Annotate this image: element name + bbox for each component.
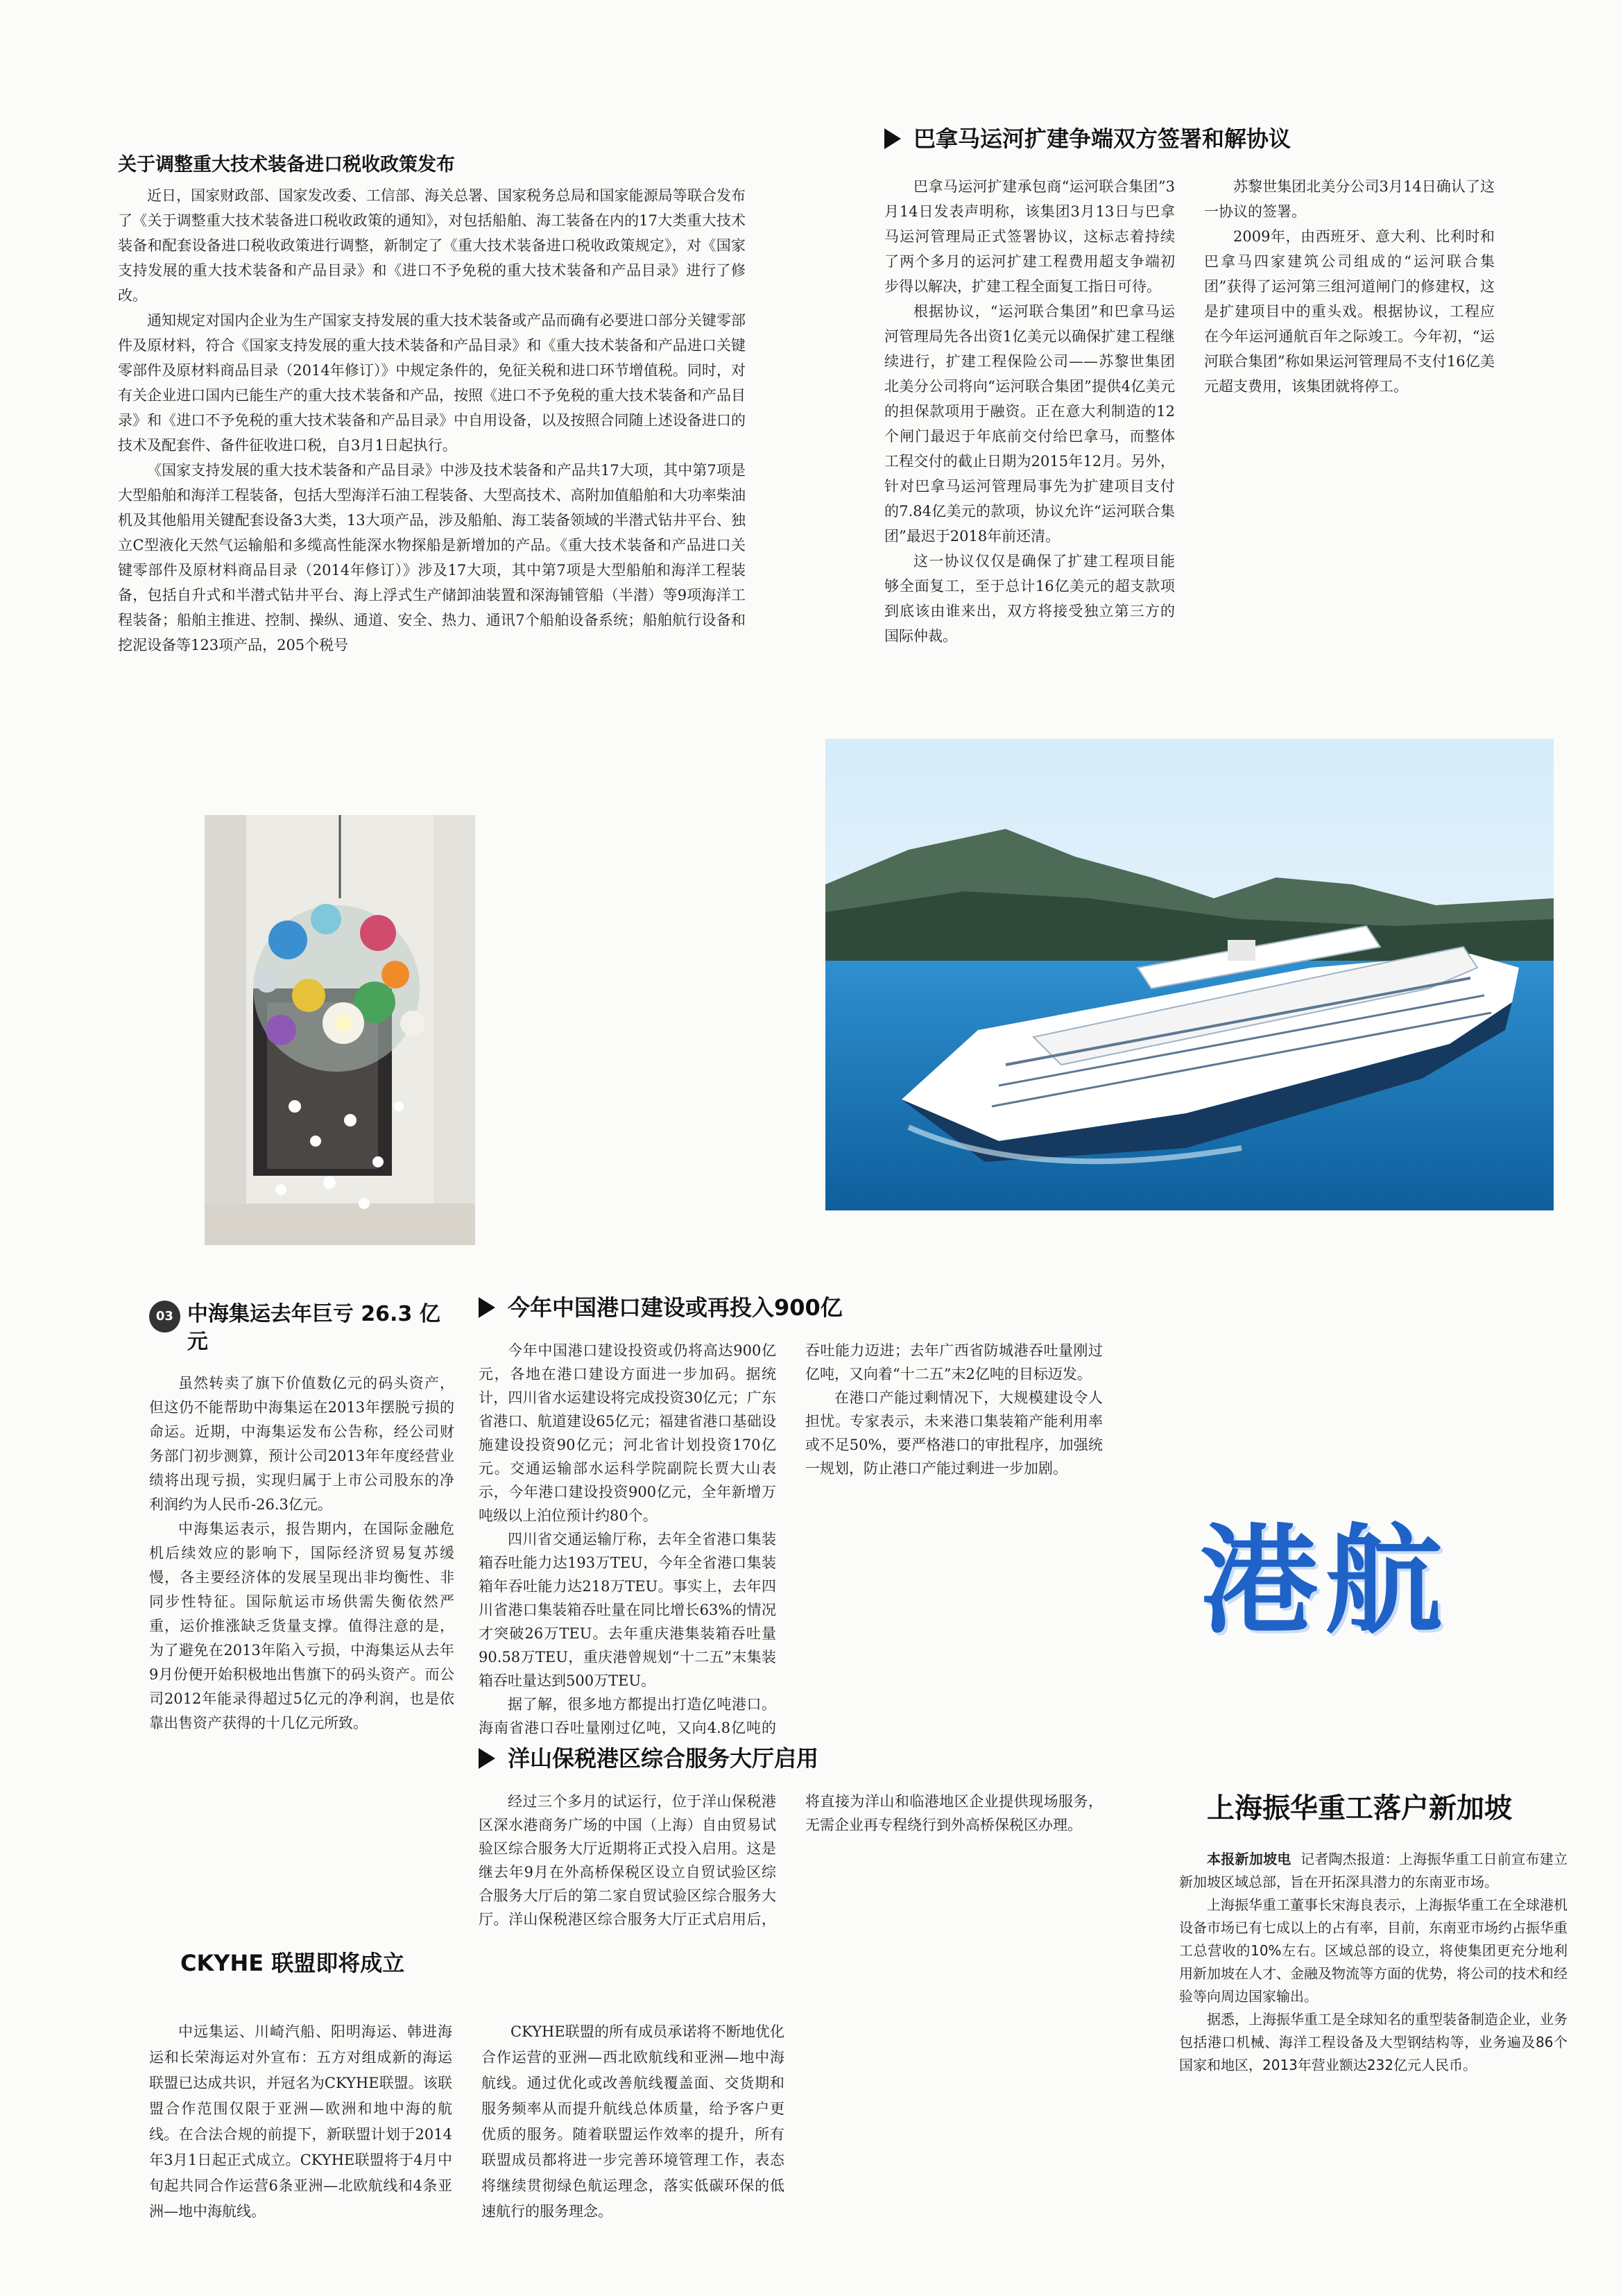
article-ckyhe-body (149, 2019, 1117, 2227)
paragraph: 四川省交通运输厅称，去年全省港口集装箱吞吐能力达193万TEU，今年全省港口集装箱年吞吐能力达218万TEU。事实上，去年四川省港口集装箱吞吐量在同比增长63%的情况才突破26万TEU。去年重庆港集装箱吞吐量90.58万TEU，重庆港曾规划“十二五”末集装箱吞吐量达到500万TEU。 (479, 1531, 776, 1689)
paragraph: 今年中国港口建设投资或仍将高达900亿元，各地在港口建设方面进一步加码。据统计，四川省水运建设将完成投资30亿元；广东省港口、航道建设65亿元；福建省港口基础设施建设投资90亿元；河北省计划投资170亿元。交通运输部水运科学院副院长贾大山表示，今年港口建设投资900亿元，全年新增万吨级以上泊位预计约80个。 (479, 1342, 776, 1524)
article-tariff (118, 149, 746, 658)
section-logo-text: 港航 (1199, 1513, 1450, 1650)
article-zpmc (1179, 1786, 1568, 2077)
paragraph: 苏黎世集团北美分公司3月14日确认了这一协议的签署。 (1204, 178, 1495, 220)
article-tariff-title: 关于调整重大技术装备进口税收政策发布 (118, 154, 455, 175)
article-port-investment (479, 1290, 1103, 1769)
paragraph: 巴拿马运河扩建承包商“运河联合集团”3月14日发表声明称，该集团3月13日与巴拿马运河管理局正式签署协议，这标志着持续了两个多月的运河扩建工程费用超支争端初步得以解决，扩建工程全面复工指日可待。 (884, 178, 1175, 295)
article-yangshan-title: 洋山保税港区综合服务大厅启用 (479, 1741, 1103, 1773)
paragraph: 这一协议仅仅是确保了扩建工程项目能够全面复工，至于总计16亿美元的超支款项到底该由谁来出，双方将接受独立第三方的国际仲裁。 (884, 553, 1175, 644)
paragraph: 《国家支持发展的重大技术装备和产品目录》中涉及技术装备和产品共17大项，其中第7项是大型船舶和海洋工程装备，包括大型海洋石油工程装备、大型高技术、高附加值船舶和大功率柴油机及其他船用关键配套设备3大类，13大项产品，涉及船舶、海工装备领域的半潜式钻井平台、独立C型液化天然气运输船和多缆高性能深水物探船是新增加的产品。《重大技术装备和产品进口关键零部件及原材料商品目录（2014年修订）》涉及17大项，其中第7项是大型船舶和海洋工程装备，包括自升式和半潜式钻井平台、海上浮式生产储卸油装置和深海铺管船（半潜）等9项海洋工程装备；船舶主推进、控制、操纵、通道、安全、热力、通讯7个船舶设备系统；船舶航行设备和挖泥设备等123项产品，205个税号 (118, 462, 746, 653)
paragraph: 根据协议，“运河联合集团”和巴拿马运河管理局先各出资1亿美元以确保扩建工程继续进行，扩建工程保险公司——苏黎世集团北美分公司将向“运河联合集团”提供4亿美元的担保款项用于融资。正在意大利制造的12个闸门最迟于年底前交付给巴拿马，而整体工程交付的截止日期为2015年12月。另外，针对巴拿马运河管理局事先为扩建项目支付的7.84亿美元的款项，协议允许“运河联合集团”最迟于2018年前还清。 (884, 303, 1175, 545)
article-port-investment-body (479, 1339, 1103, 1769)
dateline: 本报新加坡电 (1207, 1851, 1291, 1867)
paragraph: 近日，国家财政部、国家发改委、工信部、海关总署、国家税务总局和国家能源局等联合发布了《关于调整重大技术装备进口税收政策的通知》，对包括船舶、海工装备在内的17大类重大技术装备和配套设备进口税收政策进行调整，新制定了《重大技术装备进口税收政策规定》，对《国家支持发展的重大技术装备和产品目录》和《进口不予免税的重大技术装备和产品目录》进行了修改。 (118, 187, 746, 304)
article-ckyhe-title: CKYHE 联盟即将成立 (180, 1950, 405, 1976)
paragraph: CKYHE联盟的所有成员承诺将不断地优化合作运营的亚洲—西北欧航线和亚洲—地中海航线。通过优化或改善航线覆盖面、交货期和服务频率从而提升航线总体质量，给予客户更优质的服务。随着联盟运作效率的提升，所有联盟成员都将进一步完善环境管理工作，表态将继续贯彻绿色航运理念，落实低碳环保的低速航行的服务理念。 (481, 2023, 784, 2220)
paragraph: 经过三个多月的试运行，位于洋山保税港区深水港商务广场的中国（上海）自由贸易试验区综合服务大厅近期将正式投入启用。这是继去年9月在外高桥保税区设立自贸试验区综合服务大厅后的第二家自贸试验区综合服务大厅。洋山保税港区综合服务大厅正式启用后，将直接为洋山和临港地区企业提供现场服务，无需企业再专程绕行到外高桥保税区办理。 (479, 1793, 1103, 1928)
paragraph: 2009年，由西班牙、意大利、比利时和巴拿马四家建筑公司组成的“运河联合集团”获得了运河第三组河道闸门的修建权，这是扩建项目中的重头戏。根据协议，工程应在今年运河通航百年之际竣工。今年初，“运河联合集团”称如果运河管理局不支付16亿美元超支费用，该集团就将停工。 (1204, 228, 1495, 395)
paragraph: 通知规定对国内企业为生产国家支持发展的重大技术装备或产品而确有必要进口部分关键零部件及原材料，符合《国家支持发展的重大技术装备和产品目录》和《重大技术装备和产品进口关键零部件及原材料商品目录（2014年修订）》中规定条件的，免征关税和进口环节增值税。同时，对有关企业进口国内已能生产的重大技术装备和产品，按照《进口不予免税的重大技术装备和产品目录》和《进口不予免税的重大技术装备和产品目录》中自用设备，以及按照合同随上述设备进口的技术及配套件、备件征收进口税，自3月1日起执行。 (118, 312, 746, 454)
article-panama-title: 巴拿马运河扩建争端双方签署和解协议 (884, 121, 1495, 153)
paragraph: 虽然转卖了旗下价值数亿元的码头资产，但这仍不能帮助中海集运在2013年摆脱亏损的命运。近期，中海集运发布公告称，经公司财务部门初步测算，预计公司2013年年度经营业绩将出现亏损，实现归属于上市公司股东的净利润约为人民币-26.3亿元。 (149, 1375, 454, 1513)
cruise-ship-image (825, 739, 1554, 1210)
article-tariff-body (118, 183, 746, 658)
article-panama-body (884, 174, 1495, 660)
article-yangshan (479, 1741, 1103, 1963)
chandelier-image (205, 815, 475, 1245)
triangle-bullet-icon (479, 1297, 495, 1318)
article-cscl-loss (149, 1301, 454, 1736)
paragraph: 上海振华重工董事长宋海良表示，上海振华重工在全球港机设备市场已有七成以上的占有率，目前，东南亚市场约占振华重工总营收的10%左右。区域总部的设立，将使集团更充分地利用新加坡在人才、金融及物流等方面的优势，将公司的技术和经验等向周边国家输出。 (1179, 1896, 1568, 2005)
paragraph: 据了解，很多地方都提出打造亿吨港口。海南省港口吞吐量刚过亿吨，又向4.8亿吨的吞吐能力迈进；去年广西省防城港吞吐量刚过亿吨，又向着“十二五”末2亿吨的目标迈发。 (479, 1342, 1103, 1736)
paragraph: 本报新加坡电 记者陶杰报道：上海振华重工日前宣布建立新加坡区域总部，旨在开拓深具潜力的东南亚市场。 (1179, 1851, 1568, 1890)
section-number-badge: 03 (149, 1301, 180, 1333)
chandelier-photo (205, 815, 475, 1245)
article-yangshan-body (479, 1790, 1103, 1963)
cruise-ship-photo (825, 739, 1554, 1210)
article-cscl-loss-body (149, 1371, 454, 1736)
paragraph: 中海集运表示，报告期内，在国际金融危机后续效应的影响下，国际经济贸易复苏缓慢，各主要经济体的发展呈现出非均衡性、非同步性特征。国际航运市场供需失衡依然严重，运价推涨缺乏货量支撑。值得注意的是，为了避免在2013年陷入亏损，中海集运从去年9月份便开始积极地出售旗下的码头资产。而公司2012年能录得超过5亿元的净利润，也是依靠出售资产获得的十几亿元所致。 (149, 1520, 454, 1731)
article-ckyhe (149, 1946, 1117, 2227)
article-panama (884, 121, 1495, 660)
section-logo (1117, 1509, 1533, 1668)
article-zpmc-body (1179, 1848, 1568, 2077)
triangle-bullet-icon (884, 128, 901, 149)
article-zpmc-title: 上海振华重工落户新加坡 (1207, 1792, 1512, 1824)
paragraph: 在港口产能过剩情况下，大规模建设令人担忧。专家表示，未来港口集装箱产能利用率或不足50%，要严格港口的审批程序，加强统一规划，防止港口产能过剩进一步加剧。 (805, 1389, 1103, 1477)
triangle-bullet-icon (479, 1748, 495, 1769)
paragraph: 据悉，上海振华重工是全球知名的重型装备制造企业，业务包括港口机械、海洋工程设备及大型钢结构等，业务遍及86个国家和地区，2013年营业额达232亿元人民币。 (1179, 2011, 1568, 2073)
paragraph: 中远集运、川崎汽船、阳明海运、韩进海运和长荣海运对外宣布：五方对组成新的海运联盟已达成共识，并冠名为CKYHE联盟。该联盟合作范围仅限于亚洲—欧洲和地中海的航线。在合法合规的前提下，新联盟计划于2014年3月1日起正式成立。CKYHE联盟将于4月中旬起共同合作运营6条亚洲—北欧航线和4条亚洲—地中海航线。 (149, 2023, 452, 2220)
article-port-investment-title: 今年中国港口建设或再投入900亿 (479, 1290, 1103, 1322)
article-cscl-loss-title: 03 中海集运去年巨亏 26.3 亿元 (149, 1301, 454, 1356)
